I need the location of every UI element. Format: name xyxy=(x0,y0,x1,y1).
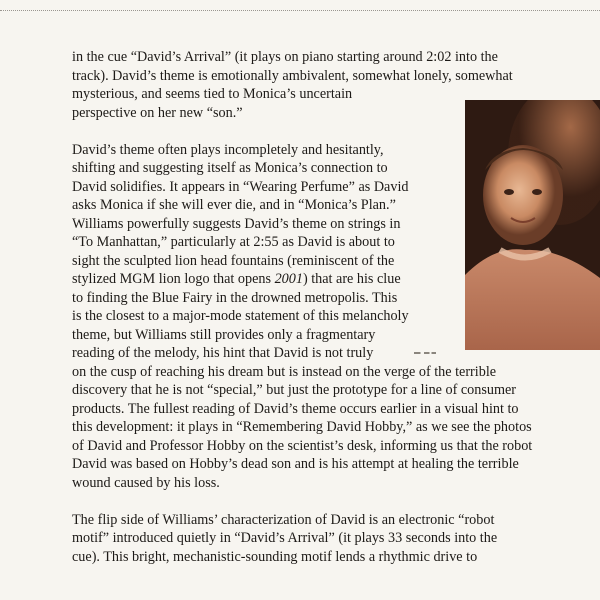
text-line: sight the sculpted lion head fountains (reminiscent of the xyxy=(72,252,395,269)
text-line: theme, but Williams still provides only a fragmentary xyxy=(72,326,376,343)
text-line: on the cusp of reaching his dream but is instead on the verge of the terrible xyxy=(72,363,497,380)
text-line: “To Manhattan,” particularly at 2:55 as David is about to xyxy=(72,234,395,250)
paragraph-gap xyxy=(72,122,582,141)
text-line: David’s theme often plays incompletely and hesitantly, xyxy=(72,141,384,158)
text-line: David was based on Hobby’s dead son and is his attempt at healing the terrible xyxy=(72,456,519,472)
text-line: perspective on her new “son.” xyxy=(72,104,243,121)
text-line: reading of the melody, his hint that David is not truly xyxy=(72,345,374,361)
text-line: of David and Professor Hobby on the scientist’s desk, informing us that the robot xyxy=(72,437,533,454)
text-line: stylized MGM lion logo that opens 2001) that are his clue xyxy=(72,271,401,287)
header-dotted-rule xyxy=(0,10,600,11)
text-line: David solidifies. It appears in “Wearing Perfume” as David xyxy=(72,178,409,195)
text-line: shifting and suggesting itself as Monica’s connection to xyxy=(72,160,388,176)
text-line: track). David’s theme is emotionally ambivalent, somewhat lonely, somewhat xyxy=(72,67,513,84)
text-line: products. The fullest reading of David’s theme occurs earlier in a visual hint to xyxy=(72,400,519,417)
film-title-italic: 2001 xyxy=(274,271,303,287)
text-line: in the cue “David’s Arrival” (it plays on piano starting around 2:02 into the xyxy=(72,49,498,65)
text-line: wound caused by his loss. xyxy=(72,474,220,491)
text-line: cue). This bright, mechanistic-sounding motif lends a rhythmic drive to xyxy=(72,548,478,565)
paragraph-gap xyxy=(72,492,582,511)
text-line: to finding the Blue Fairy in the drowned metropolis. This xyxy=(72,289,398,306)
text-line: discovery that he is not “special,” but just the prototype for a line of consumer xyxy=(72,382,517,398)
text-line: is the closest to a major-mode statement of this melancholy xyxy=(72,308,409,324)
text-line: Williams powerfully suggests David’s theme on strings in xyxy=(72,215,401,232)
text-line: The flip side of Williams’ characterization of David is an electronic “robot xyxy=(72,511,495,528)
text-line: asks Monica if she will ever die, and in “Monica’s Plan.” xyxy=(72,197,396,213)
text-line: this development: it plays in “Remembering David Hobby,” as we see the photos xyxy=(72,419,532,435)
text-line: mysterious, and seems tied to Monica’s uncertain xyxy=(72,86,353,102)
article-body xyxy=(72,48,582,566)
text-line: motif” introduced quietly in “David’s Arrival” (it plays 33 seconds into the xyxy=(72,530,498,546)
